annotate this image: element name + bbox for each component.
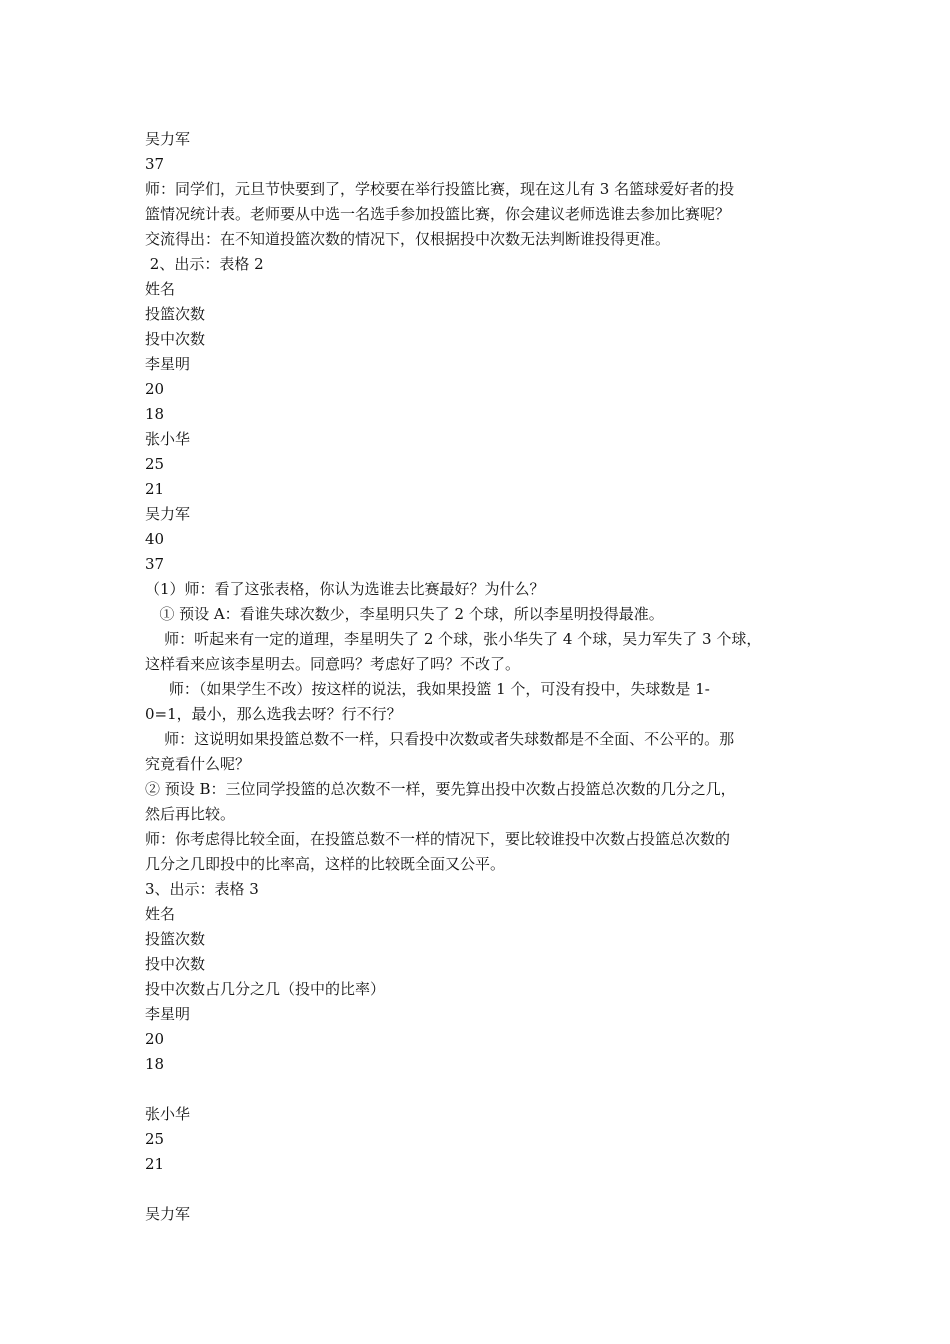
text-line: ① 预设 A：看谁失球次数少，李星明只失了 2 个球，所以李星明投得最准。 [145,605,664,623]
text-line: 交流得出：在不知道投篮次数的情况下，仅根据投中次数无法判断谁投得更准。 [145,230,671,248]
text-line: 37 [145,555,165,573]
text-line: 张小华 [145,430,191,448]
text-line: 吴力军 [145,505,191,523]
text-line: 18 [145,405,165,423]
text-line: 师：（如果学生不改）按这样的说法，我如果投篮 1 个，可没有投中，失球数是 1- [145,680,710,698]
text-line: 姓名 [145,280,176,298]
text-line: 0=1，最小，那么选我去呀？行不行？ [145,705,402,723]
text-line: 然后再比较。 [145,805,236,823]
text-line: 吴力军 [145,130,191,148]
text-line: 投中次数占几分之几（投中的比率） [145,980,386,998]
text-line: 李星明 [145,355,191,373]
text-line: 姓名 [145,905,176,923]
text-line: 40 [145,530,165,548]
text-line: 篮情况统计表。老师要从中选一名选手参加投篮比赛，你会建议老师选谁去参加比赛呢？ [145,205,731,223]
text-line: 2、出示：表格 2 [145,255,264,273]
text-line: 李星明 [145,1005,191,1023]
text-line: 3、出示：表格 3 [145,880,259,898]
text-line: ② 预设 B：三位同学投篮的总次数不一样，要先算出投中次数占投篮总次数的几分之几， [145,780,736,798]
text-line: 21 [145,1155,165,1173]
text-line: 几分之几即投中的比率高，这样的比较既全面又公平。 [145,855,506,873]
text-line: 投中次数 [145,955,206,973]
text-line: 吴力军 [145,1205,191,1223]
text-line: 20 [145,1030,165,1048]
text-line: 18 [145,1055,165,1073]
text-line: 师：你考虑得比较全面，在投篮总数不一样的情况下，要比较谁投中次数占投篮总次数的 [145,830,731,848]
text-line: 师：听起来有一定的道理，李星明失了 2 个球，张小华失了 4 个球，吴力军失了 3 个球， [145,630,762,648]
document-body [145,127,825,1227]
text-line: （1）师：看了这张表格，你认为选谁去比赛最好？为什么？ [145,580,545,598]
text-line [145,1077,825,1102]
text-line: 师：同学们，元旦节快要到了，学校要在举行投篮比赛，现在这儿有 3 名篮球爱好者的投 [145,180,735,198]
text-line: 20 [145,380,165,398]
text-line: 25 [145,455,165,473]
text-line: 21 [145,480,165,498]
text-line: 37 [145,155,165,173]
text-line: 投中次数 [145,330,206,348]
text-line: 投篮次数 [145,305,206,323]
text-line: 师：这说明如果投篮总数不一样，只看投中次数或者失球数都是不全面、不公平的。那 [145,730,735,748]
text-line: 张小华 [145,1105,191,1123]
text-line: 投篮次数 [145,930,206,948]
text-line: 25 [145,1130,165,1148]
text-line: 究竟看什么呢？ [145,755,251,773]
text-line: 这样看来应该李星明去。同意吗？考虑好了吗？不改了。 [145,655,521,673]
text-line [145,1177,825,1202]
